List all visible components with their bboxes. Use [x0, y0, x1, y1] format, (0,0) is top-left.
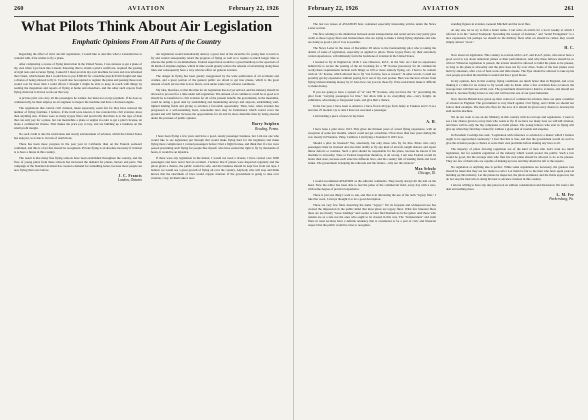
paragraph: Air legislation would undoubtedly destroy a great deal of the incentive for young men to learn to fly and would consequently retard the progress of flying as well as to require so much longer time to educate the public to air-mindedness. Federal supervision would be a great handicap to the operators of all kinds of airplane engines, which in time would greatly reduce the amount of advertising along these lines and consequently have a very adverse effect on general aviation.: [151, 52, 279, 73]
signature-name: J. C. Francis: [118, 173, 142, 178]
signature-location: Parkersburg, Pa.: [549, 197, 574, 202]
running-title: AVIATION: [127, 6, 166, 12]
paragraph: If you are going to have a system of "A" and "B" licenses, why not have the "A" preventing the pilot from "carrying passengers for hire," but allow him to do everything else—carry freight, do exhibition, advertising or fairground work, and give him a chance.: [308, 89, 436, 102]
signature-name: H. C.: [564, 45, 574, 50]
column: [308, 22, 436, 412]
column: [446, 22, 574, 412]
paragraph: Now about air legislation. This country is overrun with C.A.F. and R.A.F. pilots, who never have a good word to say about American planes or their performances. And why these fellows should be so critical. Whatever legislation is passed, the aviator should be allowed to build his plane as he pleases, as long as the plane is airworthy and the pilot does not fly over cities. Some of the best planes were built by amateurs, after a lot of hard work and little means. The flyer should be allowed to take up his own people provided his machine is sound and has a good motor.: [446, 53, 574, 78]
paragraph: In President Coolidge has said, "Legislation with reference to aviation is a matter which I believe ought to be approached cautiously." I feel that this is true, and that the government would do well to give the aviation people a chance to solve their own problems before making any laws at all.: [446, 133, 574, 146]
signature-name: Harry Sutphen: [251, 122, 279, 127]
paragraph: A private pilot can carry all the passengers he wishes, but must not accept payment. If he does so commercially, he must employ an air engineer to inspect the machine and have a licensed engine.: [14, 96, 142, 105]
paragraph: I have been a pilot since 1913. This gives me thirteen years of actual flying experience, with an exception of some few months, when I could not get a machine. I flew more than four years during the war, mostly in Flanders, Vimy, Cambrai. I am flying a Standard J1 OX5 now.: [308, 126, 436, 140]
paragraph: The first, relating to the distinction between aerial transportation and aerial service very justly gave credit to those Gypsy fliers and barnstormers who are trying to make a living flying airplanes and who are doing as good a job of it as is possible.: [308, 31, 436, 44]
letter-signature: [446, 46, 574, 50]
signature-location: Reading, Penna.: [255, 126, 279, 131]
signature-name: L. M. Fee: [556, 193, 574, 198]
paragraph: Now that the British have given up their control of commercial aviation, there are quite a number of aviators in England. The government is very much against civil flying, and I think we should not follow their example. The man who flies for the love of it should be given every chance to develop his skill and his machine.: [446, 97, 574, 114]
letter-signature: [308, 167, 436, 176]
paragraph: Regarding the effect of strict aircraft regulations, I would like to describe what a Canadian has to contend with, if he wishes to fly a plane.: [14, 52, 142, 61]
page-number: 261: [564, 6, 574, 12]
paragraph: I learned to fly in England in 1918. I was Observer, R.F.C. in the War. As I had no experience behind me to secure the passing of the air licensing for a "B" license (necessary for all commercial work) there requirements include such things as 100 or more entirely flying, etc. I had to be content with an "A" license, which allowed me to fly "not for hire, fees or reward." In other words, I could not possibly get my experience without paying for it out of my own pocket. Here was the new aviator from flying without making money by it! Also how can you tax those fly if the restrictions make it difficult to make money.: [308, 59, 436, 89]
letter-signature: [446, 193, 574, 202]
paragraph: The last two issues of AVIATION have contained especially interesting articles under the News Letter section.: [308, 22, 436, 31]
paragraph: The result is that many fine flying schools have been established throughout the country, and the flow of young pilots from these schools has increased the demand for planes, motors and parts. The campaign of the Standard Aviation has created a demand for something better, because more people are now flying than ever before.: [14, 155, 142, 172]
paragraph: I would recommend AVIATION as the editorial comments. They nearly always hit the nail on the head. Now the editor has been able to feel the pulse of the commercial field, every day with a new, with some degree of practical experience.: [308, 178, 436, 191]
header-rule: [308, 16, 574, 17]
paragraph: My idea, therefore, is that the time for air legislation has not yet arrived, and the industry should be allowed to proceed for a time under self-regulation. The amount of air commerce could be as good as it should be as beneficial to civil aviation for all of the present benefit, the government, in the meantime, could be doing a great deal by establishing and maintaining airways and airports, establishing well-lighted landing fields and giving to aviation a favorable opportunity. Then, later, when aviation has progressed to a self-sustaining basis, reasonable laws may be formulated, which would cover the ground and will further increase the opportunities for all and be more desirable than by being enacted under the pressure of public opinion.: [151, 87, 279, 121]
column: [14, 52, 142, 412]
paragraph: There has been more progress in the past year in California than on the Eastern seaboard combined, and this is a fact that should be recognized. Private flying is an absolute necessity if aviation is to have a future in this country.: [14, 141, 142, 155]
paragraph: standing figures in aviation, General Mitchell and the local flier.: [451, 22, 531, 26]
article-subtitle: Emphatic Opinions From All Parts of the Country: [72, 38, 221, 46]
paragraph: After completing a course of flying instruction in the United States, I was anxious to get a plane of my own when I got back into Canada. Knowing that to obtain a pilot's certificate, required the passing of rigid tests and accurate flying, I asked if I must provide my own machine for tests and was informed that I must, which meant that I would have to pay $300.00 for a machine plus $125.00 freight and take a chance of being allowed to fly it. I would also be required to register the plane and passing those tests would cost far more than I could afford. I thought I might be able to keep in touch with things by reading the magazines and reports of flying at home and elsewhere, and the other such reports from flying clubs but it did not work out that way.: [14, 61, 142, 95]
paragraph: The regulations that control civil aviation, taken separately, seem fair for they have reduced the number of flying fatalities. I believe, if the truth were known, it has retarded the civil aviation, more than anything else. If there were as many Gypsy fliers and practically that there is to the type of man that can only pay for a plane, but can meanwhile a plane or engine in order to get a pilot's license, let alone a commercial license. That makes the price pay to buy, and are building up a business on the small profit margin.: [14, 105, 142, 131]
paragraph: The majority of pilots favoring regulation are of the kind of men who don't want too much legislation, but for sensible regulation of the industry which would protect the public. Such a law would be good, but the average man who flies his own plane should be allowed to do as he pleases. They are few of them who are capable of making up laws and they should be left to the experts.: [446, 147, 574, 164]
paragraph: I am not willing to have any rule placed on us without consideration and discussion. We want a fair deal and nothing more.: [446, 183, 574, 192]
letter-signature: [14, 174, 142, 183]
issue-date: February 22, 1926: [228, 6, 279, 12]
signature-name: Max Schulz: [414, 166, 436, 171]
signature-location: London, Ontario: [117, 178, 142, 183]
right-columns: [308, 22, 574, 412]
letter-signature: [151, 122, 279, 131]
paragraph: No such credit is due the restrictions and steady advancement of aviation, which the United States has enjoyed, as is due to its lack of restrictions.: [14, 132, 142, 141]
left-columns: [14, 52, 279, 412]
signature-location: Chicago, Ill.: [417, 171, 436, 176]
paragraph: I have been flying a few years and have a good, steady passenger business, but I am not one who would like to see legislation put through that would make flying hard for the beginners and make flying more complicated. I carried passengers before I had a flight license, and think that if a law were passed preventing such flying for people like myself, who have earned the right to fly by thousands of hours, it would be an injustice.: [151, 133, 279, 155]
letter-signature: [308, 120, 436, 124]
paragraph: The danger in flying has been greatly exaggerated by the wide publication of all accidents and crashes, and a great portion of the general public are afraid to get into planes, which is the great amount of such service that is now flown, even under some very adverse conditions.: [151, 74, 279, 87]
signature-name: A. H.: [426, 119, 436, 124]
running-title: AVIATION: [422, 6, 460, 12]
header-rule: [14, 16, 279, 17]
paragraph: The News Letter in the issue of December 28 refers to the barnstorming pilot who is taking the details of some of legislation, especially as applied to pilots. These Gypsy fliers, by their extremely varied experiences, will ultimately form the backbone of aviation in the United States.: [308, 45, 436, 58]
article-title: What Pilots Think About Air Legislation: [20, 19, 273, 35]
paragraph: We do not want to see an Air Ministry in this country with its red tape and regulations. I want to see a fair chance given to every man who wants to fly. If we have too many laws we will kill aviation, and there will be only the big companies to build planes. The young fellows who start in flying will give up when they find they cannot fly without a great deal of trouble and expense.: [446, 115, 574, 132]
paragraph: If there were any legislation in the matter, I would not need a license. I have carried over 5000 passengers and have never had an accident. I believe that if planes were inspected regularly and the pilots given a chance, the public would be safe, and the business should be kept free from red tape. I believe we would see a great growth of flying all over the country. Anybody who will stop and think knows that the enactment of laws would cripple aviation. If the government is going to take over aviation, I say, let them take it now.: [151, 155, 279, 181]
right-page: [294, 0, 588, 420]
paragraph: In my opinion, here in this country, flying conditions are much better than in England, and a law making it a crime for an aviator to fly would only do harm. After a few accidents have occurred, the average man will then use all his care. The government should lend a hand to aviation, and should not hinder it, because flying is here to stay and will become one of our great industries.: [446, 79, 574, 96]
column: [151, 52, 279, 412]
paragraph: I am holding a piece of news in my hand.: [313, 113, 365, 118]
paragraph: There are very few fliers deserving the name "Gypsy." Yet its frequent and widespread use has created the impression in the public mind that most pilots are Gypsy fliers. What few itinerant fliers there are are mostly "loose landings" and sooner or later find themselves in the gutter. And those who remain are as a rule not the ones who ought to be classed in this way. The "barnstormers" and stunt fliers in rural sections have a definite tendency that is considered to be a part of civic and financial respect that the public would be wise to recognize.: [308, 202, 436, 227]
issue-date: February 22, 1926: [308, 6, 359, 12]
paragraph: In the last year, I have been to America. I have flown 40 type from Jenny to Fokkers and C.V.A.s and also 25 models. Up to date I have not executed a passenger.: [308, 103, 436, 112]
paragraph: Should a pilot be licensed? Yes, absolutely, but only those who fly for hire. Pilots who carry passengers must be licensed and also their ability to fly any kind of aircraft, taught instead, and repair minor defects or troubles. Such a pilot should be responsible for his plane, because he knows if his machine is airworthy. State or Federal inspection therefore, is all wrong. I am sure Federal would be better than state, because each state has different laws, and the country full of landing fields and local banks. The government is helping the railroads and the farmer—why not the aviators?: [308, 140, 436, 166]
paragraph: At any rate, let us try to find a better name. I can write an article for a local weekly to which I referred to in the "Aerial Stampede: Spreading the Gospel of Aviation," and "aerial Evangelists" is a nice expression, but perhaps we should do the military fliers what we should be called, they would simply answer "Aces.": [446, 27, 574, 44]
paragraph: No regulation or anything else is perfect. While some regulations are necessary, the greatest care should be taken that they are not made too strict. Let them be fair to the men who have spent years in building up this industry. Let the planes be inspected, the pilots examined, and the fields approved, but do not stop the man who is doing his best to advance aviation in this country.: [446, 165, 574, 182]
right-page-header: [308, 6, 574, 16]
paragraph: There is just one thing I want to ask, and that is in discussing the use of the term "Gypsy flier," I like that word, I always thought it to be a good description.: [308, 192, 436, 201]
page-number: 260: [14, 6, 24, 12]
left-page-header: [14, 6, 279, 16]
